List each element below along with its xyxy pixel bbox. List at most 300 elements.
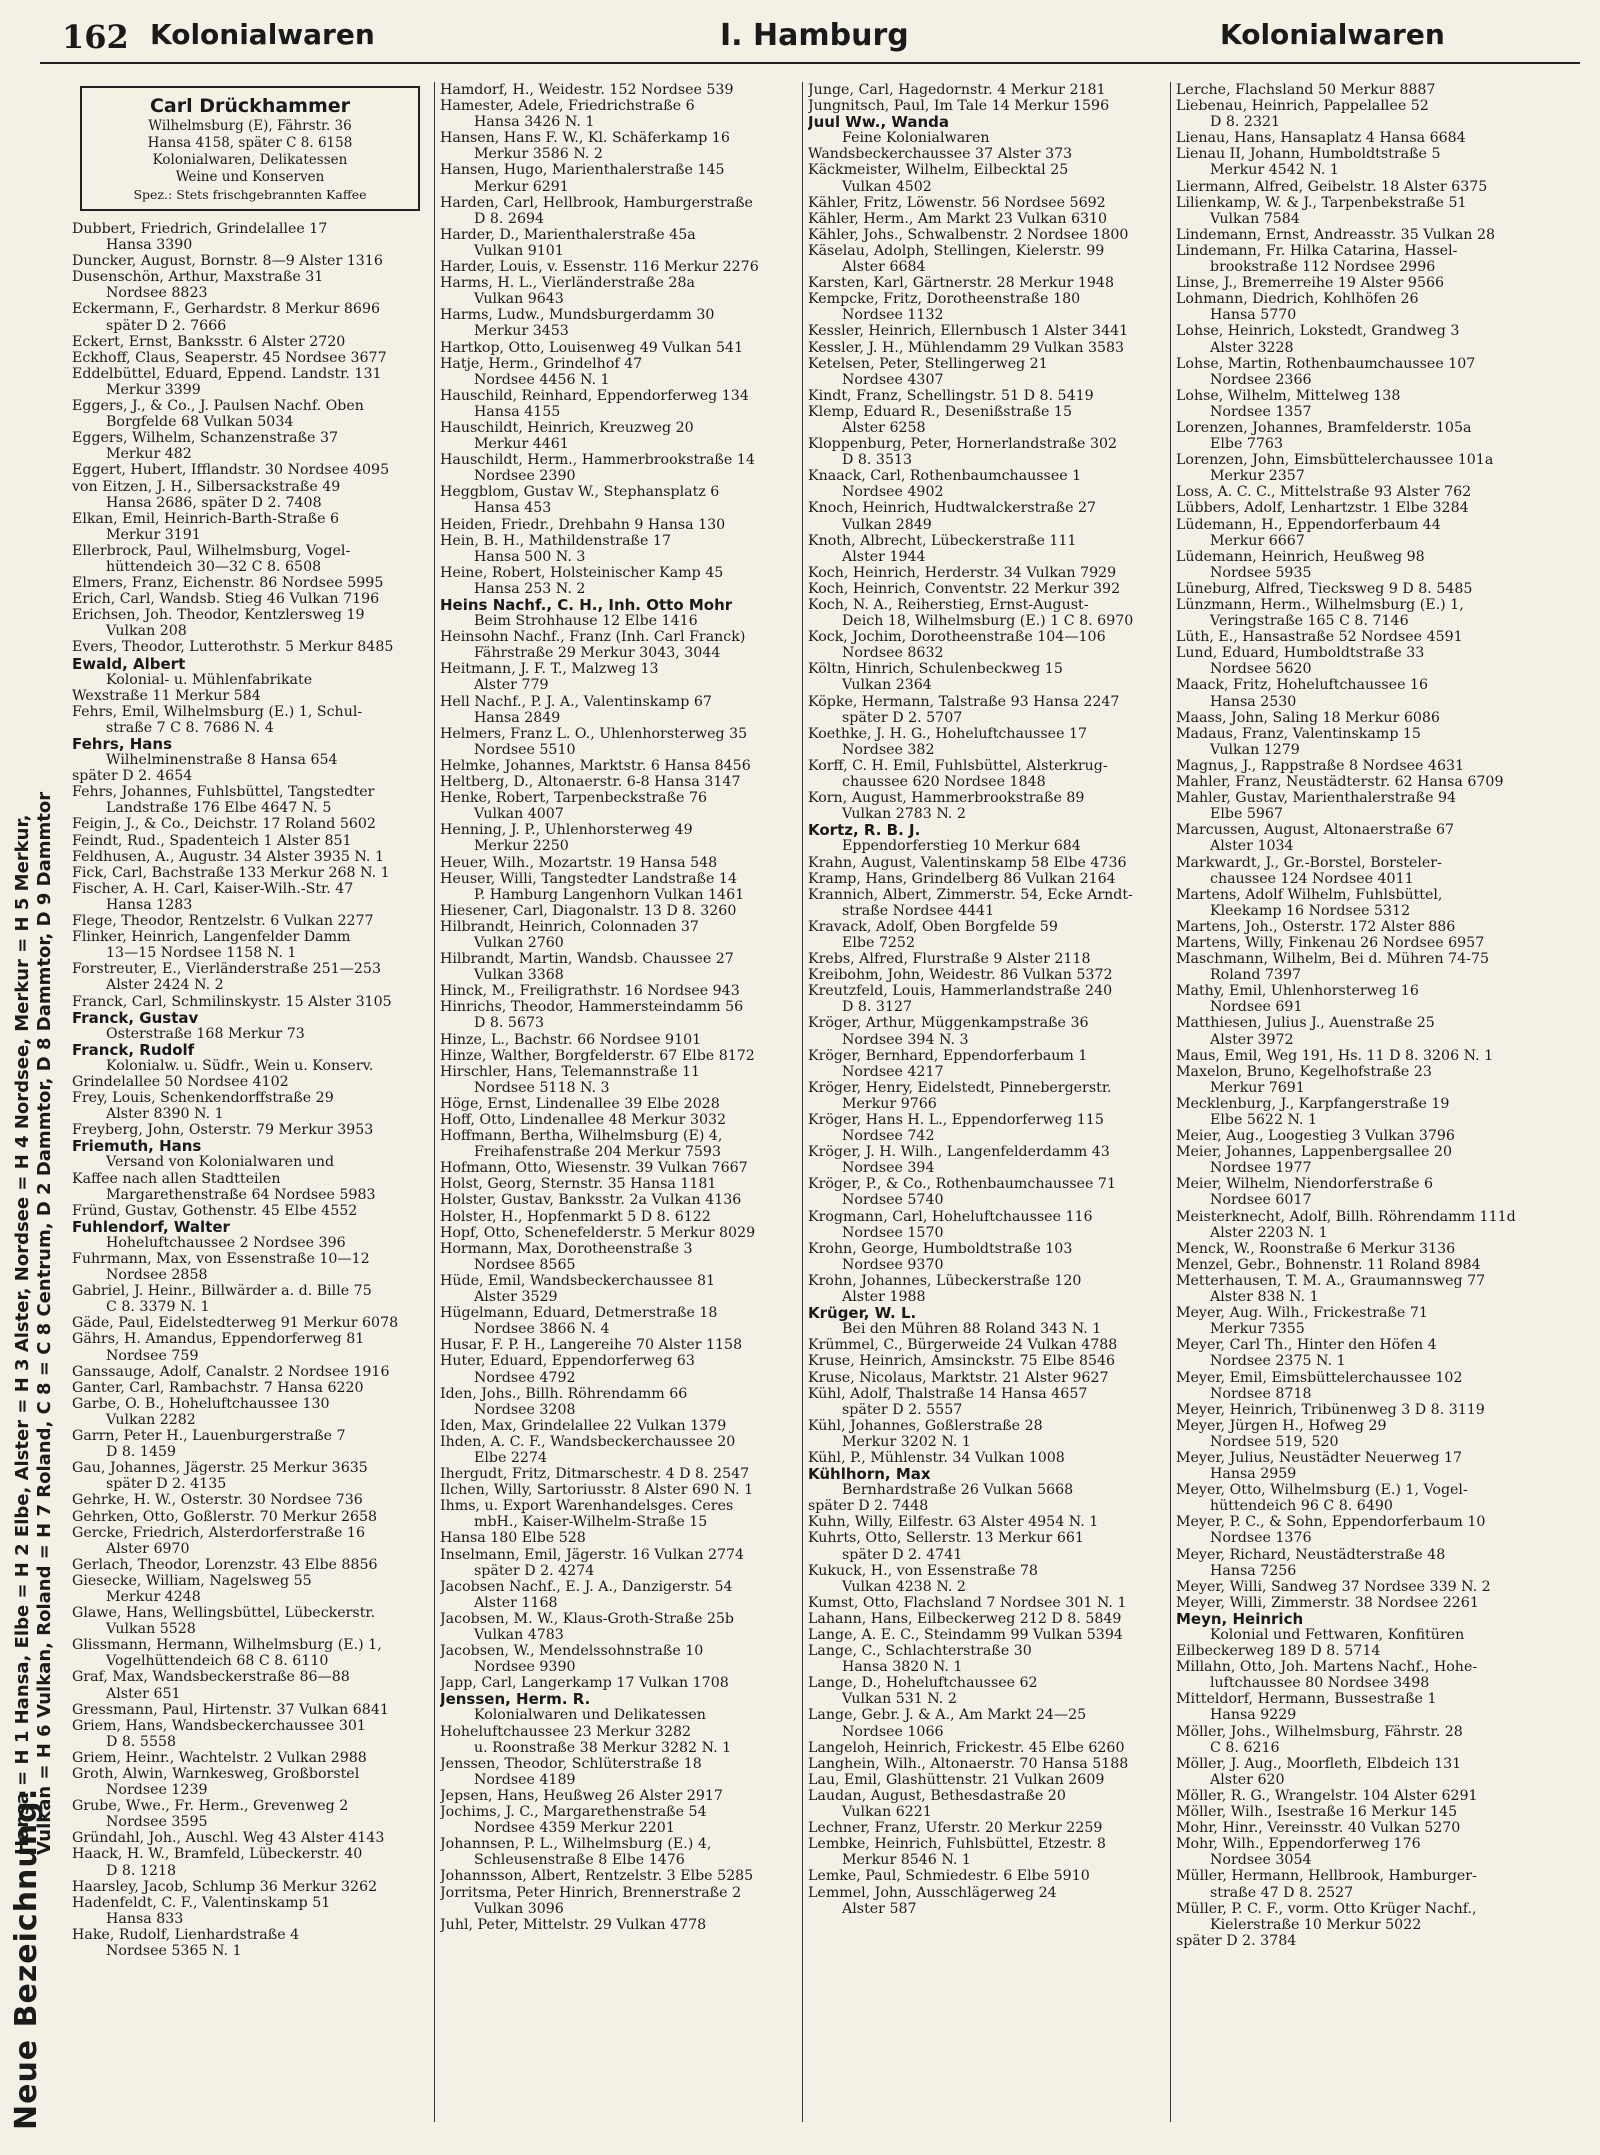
directory-entry: [440, 1386, 796, 1418]
directory-entry: [1176, 420, 1532, 452]
directory-entry: [1176, 1482, 1532, 1514]
entry-line-1: Mahler, Franz, Neustädterstr. 62 Hansa 6709: [1176, 774, 1504, 791]
directory-entry: [72, 1010, 428, 1042]
entry-line-1: Gährs, H. Amandus, Eppendorferweg 81: [72, 1331, 365, 1348]
entry-line-1: Jenssen, Theodor, Schlüterstraße 18: [440, 1755, 702, 1772]
entry-line-1: Hüde, Emil, Wandsbeckerchaussee 81: [440, 1272, 716, 1289]
entry-line-2: Alster 587: [842, 1900, 917, 1917]
entry-line-2: Elbe 5622 N. 1: [1210, 1112, 1318, 1128]
entry-list: [440, 82, 796, 1933]
directory-entry: [72, 543, 428, 575]
entry-line-2: chaussee 124 Nordsee 4011: [1210, 870, 1414, 887]
directory-entry: [1176, 919, 1532, 935]
entry-line-2: Landstraße 176 Elbe 4647 N. 5: [106, 800, 332, 817]
entry-line-1: Heiden, Friedr., Drehbahn 9 Hansa 130: [440, 516, 726, 533]
entry-line-2: Margarethenstraße 64 Nordsee 5983: [106, 1186, 376, 1203]
entry-line-1: Jochims, J. C., Margarethenstraße 54: [440, 1804, 707, 1821]
directory-entry: [440, 1048, 796, 1064]
entry-line-2: Schleusenstraße 8 Elbe 1476: [474, 1852, 685, 1869]
directory-entry: [808, 1707, 1164, 1739]
directory-entry: [808, 291, 1164, 323]
directory-entry: [808, 146, 1164, 162]
entry-line-1: Klemp, Eduard R., Desenißstraße 15: [808, 403, 1072, 420]
entry-list: [1176, 82, 1532, 1949]
directory-entry: [808, 1418, 1164, 1450]
directory-entry: [72, 366, 428, 398]
entry-line-1: Hein, B. H., Mathildenstraße 17: [440, 532, 671, 549]
directory-entry: [1176, 645, 1532, 677]
entry-line-2: Nordsee 4359 Merkur 2201: [474, 1820, 675, 1837]
directory-entry: [808, 195, 1164, 211]
directory-entry: [808, 1353, 1164, 1369]
directory-entry: [440, 1868, 796, 1884]
entry-line-2: Nordsee 8565: [474, 1256, 576, 1273]
directory-entry: [440, 1064, 796, 1096]
entry-line-2: Nordsee 1570: [842, 1224, 944, 1241]
directory-entry: [808, 1514, 1164, 1530]
entry-line-2: Merkur 4461: [474, 436, 569, 453]
directory-entry: [440, 999, 796, 1031]
entry-line-1: Lohmann, Diedrich, Kohlhöfen 26: [1176, 291, 1419, 308]
directory-entry: [808, 468, 1164, 500]
entry-line-2: chaussee 620 Nordsee 1848: [842, 774, 1046, 791]
directory-entry: [72, 784, 428, 816]
side-legend-title: Neue Bezeichnung:: [9, 1787, 44, 2130]
directory-entry: [72, 1171, 428, 1203]
directory-entry: [1176, 291, 1532, 323]
entry-line-1: Eggers, Wilhelm, Schanzenstraße 37: [72, 430, 339, 447]
directory-entry: [1176, 855, 1532, 887]
entry-line-1: Krebs, Alfred, Flurstraße 9 Alster 2118: [808, 951, 1091, 968]
entry-line-1: Franck, Gustav: [72, 1009, 199, 1026]
directory-entry: [72, 849, 428, 865]
entry-line-1: Eggert, Hubert, Ifflandstr. 30 Nordsee 4095: [72, 462, 390, 479]
entry-line-1: Hinze, Walther, Borgfelderstr. 67 Elbe 8172: [440, 1047, 755, 1064]
entry-line-2: später D 2. 5557: [842, 1401, 963, 1418]
directory-entry: [440, 1611, 796, 1643]
entry-line-2: Merkur 3399: [106, 381, 201, 398]
directory-entry: [440, 1675, 796, 1691]
entry-line-1: Hamdorf, H., Weidestr. 152 Nordsee 539: [440, 82, 734, 98]
entry-line-2: Alster 1944: [842, 548, 926, 565]
directory-entry: [1176, 790, 1532, 822]
entry-line-1: Jungnitsch, Paul, Im Tale 14 Merkur 1596: [808, 98, 1110, 115]
directory-entry: [1176, 1659, 1532, 1691]
entry-line-2: Elbe 7252: [842, 934, 915, 951]
entry-line-2: D 8. 3127: [842, 999, 913, 1016]
directory-entry: [808, 323, 1164, 339]
entry-line-1: Koch, Heinrich, Herderstr. 34 Vulkan 7929: [808, 564, 1117, 581]
entry-line-1: Heine, Robert, Holsteinischer Kamp 45: [440, 564, 724, 581]
entry-line-1: Mohr, Hinr., Vereinsstr. 40 Vulkan 5270: [1176, 1820, 1461, 1837]
directory-entry: [440, 1756, 796, 1788]
directory-entry: [72, 334, 428, 350]
directory-entry: [440, 790, 796, 822]
entry-line-1: Maass, John, Saling 18 Merkur 6086: [1176, 709, 1440, 726]
entry-line-2: Elbe 2274: [474, 1449, 547, 1466]
entry-line-1: Hauschild, Reinhard, Eppendorferweg 134: [440, 387, 749, 404]
entry-line-1: Jacobsen, M. W., Klaus-Groth-Straße 25b: [440, 1610, 735, 1627]
directory-entry: [72, 1460, 428, 1492]
column-divider: [434, 82, 435, 2122]
directory-entry: [440, 1112, 796, 1128]
directory-entry: [72, 479, 428, 511]
entry-line-1: Griem, Hans, Wandsbeckerchaussee 301: [72, 1717, 366, 1734]
entry-line-1: Mitteldorf, Hermann, Bussestraße 1: [1176, 1691, 1437, 1708]
entry-line-1: Kühl, P., Mühlenstr. 34 Vulkan 1008: [808, 1449, 1065, 1466]
entry-line-2: Nordsee 2858: [106, 1267, 208, 1284]
directory-entry: [440, 1691, 796, 1723]
entry-line-2: Nordsee 5740: [842, 1192, 944, 1209]
entry-line-1: Lange, C., Schlachterstraße 30: [808, 1643, 1032, 1660]
directory-entry: [440, 597, 796, 629]
entry-line-1: Laudan, August, Bethesdastraße 20: [808, 1787, 1066, 1804]
entry-line-1: Lorenzen, John, Eimsbüttelerchaussee 101a: [1176, 452, 1494, 469]
entry-line-1: Magnus, J., Rappstraße 8 Nordsee 4631: [1176, 757, 1465, 774]
entry-line-2: Vulkan 2783 N. 2: [842, 806, 966, 823]
entry-line-2: Vulkan 9643: [474, 291, 564, 308]
entry-line-1: Meyer, Emil, Eimsbüttelerchaussee 102: [1176, 1369, 1463, 1386]
directory-entry: [1176, 1643, 1532, 1659]
entry-line-1: Meyer, Willi, Zimmerstr. 38 Nordsee 2261: [1176, 1594, 1479, 1611]
directory-entry: [1176, 1579, 1532, 1595]
entry-line-2: Vulkan 7584: [1210, 210, 1300, 227]
entry-line-1: Lund, Eduard, Humboldtstraße 33: [1176, 645, 1425, 662]
directory-entry: [808, 243, 1164, 275]
entry-line-1: Marcussen, August, Altonaerstraße 67: [1176, 822, 1455, 839]
directory-entry: [1176, 1064, 1532, 1096]
entry-line-2: straße 47 D 8. 2527: [1210, 1884, 1354, 1901]
entry-line-1: Hiesener, Carl, Diagonalstr. 13 D 8. 3260: [440, 902, 737, 919]
entry-line-1: Lange, Gebr. J. & A., Am Markt 24—25: [808, 1707, 1087, 1724]
entry-line-2: D 8. 2694: [474, 210, 545, 227]
directory-entry: [440, 1176, 796, 1192]
entry-line-1: Giesecke, William, Nagelsweg 55: [72, 1572, 312, 1589]
directory-entry: [1176, 1209, 1532, 1241]
entry-line-2: Nordsee 519, 520: [1210, 1433, 1339, 1450]
directory-entry: [72, 1251, 428, 1283]
directory-column-4: [1176, 82, 1532, 1949]
entry-line-1: Lüdemann, Heinrich, Heußweg 98: [1176, 548, 1425, 565]
directory-entry: [1176, 1514, 1532, 1546]
entry-line-1: Heuer, Wilh., Mozartstr. 19 Hansa 548: [440, 854, 718, 871]
entry-line-2: Nordsee 5935: [1210, 564, 1312, 581]
directory-entry: [440, 565, 796, 597]
entry-line-1: Kempcke, Fritz, Dorotheenstraße 180: [808, 291, 1081, 308]
entry-line-2: Vulkan 2282: [106, 1411, 196, 1428]
directory-entry: [440, 726, 796, 758]
entry-line-1: Eggers, J., & Co., J. Paulsen Nachf. Oben: [72, 398, 364, 415]
directory-entry: [808, 581, 1164, 597]
entry-line-1: später D 2. 7448: [808, 1498, 929, 1515]
entry-line-1: Helmke, Johannes, Marktstr. 6 Hansa 8456: [440, 757, 751, 774]
entry-line-1: Hirschler, Hans, Telemannstraße 11: [440, 1063, 701, 1080]
directory-entry: [72, 1557, 428, 1573]
page-number: 162: [62, 18, 129, 56]
entry-line-1: Grindelallee 50 Nordsee 4102: [72, 1073, 289, 1090]
entry-line-1: Kähler, Johs., Schwalbenstr. 2 Nordsee 1800: [808, 226, 1129, 243]
entry-line-1: Möller, Johs., Wilhelmsburg, Fährstr. 28: [1176, 1723, 1463, 1740]
entry-line-1: Henning, J. P., Uhlenhorsterweg 49: [440, 822, 693, 839]
directory-entry: [808, 919, 1164, 951]
entry-line-2: Nordsee 1376: [1210, 1530, 1312, 1547]
directory-entry: [1176, 195, 1532, 227]
entry-line-2: Nordsee 4456 N. 1: [474, 371, 610, 388]
directory-entry: [1176, 951, 1532, 983]
entry-line-1: Hoheluftchaussee 23 Merkur 3282: [440, 1723, 692, 1740]
directory-entry: [1176, 146, 1532, 178]
entry-line-2: später D 2. 7666: [106, 317, 227, 334]
entry-line-2: Osterstraße 168 Merkur 73: [106, 1025, 305, 1042]
directory-entry: [440, 1192, 796, 1208]
entry-line-1: Jepsen, Hans, Heußweg 26 Alster 2917: [440, 1787, 723, 1804]
directory-entry: [808, 1740, 1164, 1756]
entry-line-1: Fehrs, Emil, Wilhelmsburg (E.) 1, Schul-: [72, 703, 363, 720]
entry-line-1: Huter, Eduard, Eppendorferweg 63: [440, 1353, 695, 1370]
directory-entry: [808, 1563, 1164, 1595]
directory-entry: [808, 597, 1164, 629]
entry-line-1: Maack, Fritz, Hoheluftchaussee 16: [1176, 677, 1429, 694]
entry-line-2: Alster 1168: [474, 1594, 558, 1611]
directory-entry: [72, 1396, 428, 1428]
entry-line-2: Wilhelminenstraße 8 Hansa 654: [106, 752, 338, 769]
entry-line-1: Kessler, J. H., Mühlendamm 29 Vulkan 3583: [808, 339, 1125, 356]
directory-entry: [72, 929, 428, 961]
entry-line-1: Hamester, Adele, Friedrichstraße 6: [440, 98, 695, 115]
entry-line-1: Lübbers, Adolf, Lenhartzstr. 1 Elbe 3284: [1176, 500, 1469, 517]
entry-line-2: Alster 1988: [842, 1289, 926, 1306]
entry-line-1: Hadenfeldt, C. F., Valentinskamp 51: [72, 1894, 331, 1911]
entry-line-1: Garrn, Peter H., Lauenburgerstraße 7: [72, 1428, 346, 1445]
entry-line-1: Krohn, Johannes, Lübeckerstraße 120: [808, 1272, 1082, 1289]
entry-line-2: Merkur 4248: [106, 1588, 201, 1605]
directory-entry: [808, 629, 1164, 661]
entry-line-1: Mecklenburg, J., Karpfangerstraße 19: [1176, 1095, 1450, 1112]
entry-line-1: Jacobsen, W., Mendelssohnstraße 10: [440, 1643, 704, 1660]
directory-entry: [808, 951, 1164, 967]
directory-entry: [72, 1428, 428, 1460]
directory-entry: [72, 462, 428, 478]
entry-line-1: Kröger, Arthur, Müggenkampstraße 36: [808, 1015, 1089, 1032]
entry-line-2: Alster 8390 N. 1: [106, 1106, 224, 1123]
entry-line-1: Fründ, Gustav, Gothenstr. 45 Elbe 4552: [72, 1202, 358, 1219]
directory-entry: [72, 511, 428, 543]
directory-column-3: [808, 82, 1164, 1917]
directory-entry: [808, 887, 1164, 919]
entry-line-2: Nordsee 5510: [474, 741, 576, 758]
entry-line-1: Kühl, Adolf, Thalstraße 14 Hansa 4657: [808, 1385, 1088, 1402]
entry-line-2: Vulkan 5528: [106, 1621, 196, 1638]
entry-line-1: Eckermann, F., Gerhardstr. 8 Merkur 8696: [72, 301, 381, 318]
entry-line-1: Hügelmann, Eduard, Detmerstraße 18: [440, 1305, 718, 1322]
entry-line-1: Flege, Theodor, Rentzelstr. 6 Vulkan 2277: [72, 913, 374, 930]
directory-entry: [1176, 1096, 1532, 1128]
header-rule: [40, 62, 1580, 64]
directory-entry: [808, 1611, 1164, 1627]
directory-entry: [1176, 1418, 1532, 1450]
entry-line-2: Hansa 253 N. 2: [474, 580, 586, 597]
directory-entry: [72, 398, 428, 430]
entry-line-2: Alster 838 N. 1: [1210, 1289, 1319, 1306]
directory-entry: [1176, 1128, 1532, 1144]
entry-line-1: Meyer, Willi, Sandweg 37 Nordsee 339 N. 2: [1176, 1578, 1491, 1595]
directory-entry: [72, 1283, 428, 1315]
entry-line-1: Eddelbüttel, Eduard, Eppend. Landstr. 131: [72, 365, 382, 382]
entry-line-1: Krannich, Albert, Zimmerstr. 54, Ecke Arndt-: [808, 886, 1133, 903]
entry-line-2: straße Nordsee 4441: [842, 902, 995, 919]
entry-line-1: Meyer, Jürgen H., Hofweg 29: [1176, 1417, 1387, 1434]
directory-entry: [440, 629, 796, 661]
directory-entry: [1176, 822, 1532, 854]
entry-line-2: Eppendorferstieg 10 Merkur 684: [842, 838, 1081, 855]
entry-line-1: Käckmeister, Wilhelm, Eilbecktal 25: [808, 162, 1069, 179]
entry-line-1: Kröger, J. H. Wilh., Langenfelderdamm 43: [808, 1144, 1110, 1161]
directory-entry: [1176, 1756, 1532, 1788]
directory-entry: [808, 1498, 1164, 1514]
directory-entry: [72, 736, 428, 768]
entry-line-2: Vulkan 4502: [842, 178, 932, 195]
directory-entry: [72, 816, 428, 832]
directory-entry: [1176, 1402, 1532, 1418]
entry-line-1: Harder, D., Marienthalerstraße 45a: [440, 226, 696, 243]
directory-entry: [1176, 1611, 1532, 1643]
entry-line-1: Möller, R. G., Wrangelstr. 104 Alster 6291: [1176, 1787, 1478, 1804]
directory-entry: [1176, 1176, 1532, 1208]
entry-line-1: Lüneburg, Alfred, Tiecksweg 9 D 8. 5485: [1176, 580, 1473, 597]
directory-entry: [72, 1798, 428, 1830]
directory-entry: [1176, 82, 1532, 98]
directory-entry: [72, 1315, 428, 1331]
entry-line-2: Versand von Kolonialwaren und: [106, 1154, 335, 1171]
directory-entry: [440, 484, 796, 516]
entry-line-2: Nordsee 742: [842, 1128, 935, 1145]
entry-line-1: Hauschildt, Heinrich, Kreuzweg 20: [440, 419, 694, 436]
entry-line-2: Alster 1034: [1210, 838, 1294, 855]
entry-line-1: Langhein, Wilh., Altonaerstr. 70 Hansa 5188: [808, 1755, 1129, 1772]
directory-entry: [808, 758, 1164, 790]
directory-entry: [72, 656, 428, 688]
directory-entry: [808, 404, 1164, 436]
entry-line-2: Fährstraße 29 Merkur 3043, 3044: [474, 645, 721, 662]
entry-line-1: Müller, Hermann, Hellbrook, Hamburger-: [1176, 1868, 1477, 1885]
entry-line-1: Gäde, Paul, Eidelstedterweg 91 Merkur 6078: [72, 1315, 399, 1332]
directory-entry: [72, 1138, 428, 1170]
entry-line-1: Lünzmann, Herm., Wilhelmsburg (E.) 1,: [1176, 597, 1464, 613]
entry-line-1: Gabriel, J. Heinr., Billwärder a. d. Bille 75: [72, 1283, 372, 1300]
entry-line-2: brookstraße 112 Nordsee 2996: [1210, 259, 1436, 276]
entry-line-2: Alster 3529: [474, 1289, 558, 1306]
directory-entry: [72, 833, 428, 849]
entry-line-1: Krüger, W. L.: [808, 1305, 917, 1322]
directory-entry: [440, 919, 796, 951]
column-divider: [1170, 82, 1171, 2122]
entry-line-1: Kruse, Nicolaus, Marktstr. 21 Alster 9627: [808, 1369, 1109, 1386]
entry-line-1: Höge, Ernst, Lindenallee 39 Elbe 2028: [440, 1095, 720, 1112]
directory-entry: [808, 855, 1164, 871]
directory-entry: [440, 1917, 796, 1933]
entry-line-2: Merkur 482: [106, 446, 192, 463]
entry-line-1: Fischer, A. H. Carl, Kaiser-Wilh.-Str. 47: [72, 880, 354, 897]
entry-line-2: Nordsee 1977: [1210, 1160, 1312, 1177]
directory-entry: [440, 903, 796, 919]
directory-entry: [440, 1724, 796, 1756]
directory-entry: [440, 1482, 796, 1498]
advert-name: Carl Drückhammer: [149, 95, 351, 117]
entry-line-1: Meyer, Aug. Wilh., Frickestraße 71: [1176, 1305, 1428, 1322]
entry-line-1: Kaffee nach allen Stadtteilen: [72, 1170, 281, 1187]
entry-line-1: von Eitzen, J. H., Silbersackstraße 49: [72, 478, 341, 495]
entry-line-1: Franck, Rudolf: [72, 1041, 195, 1058]
entry-line-1: Heins Nachf., C. H., Inh. Otto Mohr: [440, 597, 733, 614]
entry-line-1: Gehrke, H. W., Osterstr. 30 Nordsee 736: [72, 1492, 363, 1509]
directory-entry: [808, 565, 1164, 581]
entry-line-1: Maus, Emil, Weg 191, Hs. 11 D 8. 3206 N. 1: [1176, 1047, 1494, 1064]
directory-entry: [440, 98, 796, 130]
entry-line-1: Evers, Theodor, Lutterothstr. 5 Merkur 8485: [72, 639, 394, 656]
entry-line-1: Krümmel, C., Bürgerweide 24 Vulkan 4788: [808, 1337, 1118, 1354]
entry-line-1: Lahann, Hans, Eilbeckerweg 212 D 8. 5849: [808, 1610, 1122, 1627]
directory-entry: [440, 758, 796, 774]
directory-entry: [808, 1643, 1164, 1675]
directory-entry: [1176, 1450, 1532, 1482]
directory-entry: [440, 517, 796, 533]
entry-line-1: Költn, Hinrich, Schulenbeckweg 15: [808, 661, 1063, 678]
directory-entry: [440, 951, 796, 983]
directory-entry: [440, 82, 796, 98]
entry-line-1: Fehrs, Johannes, Fuhlsbüttel, Tangstedter: [72, 784, 375, 801]
entry-line-1: Flinker, Heinrich, Langenfelder Damm: [72, 929, 351, 946]
entry-line-1: Kloppenburg, Peter, Hornerlandstraße 302: [808, 436, 1118, 453]
entry-line-2: Alster 651: [106, 1685, 181, 1702]
entry-line-1: Kortz, R. B. J.: [808, 822, 921, 839]
directory-entry: [440, 1305, 796, 1337]
entry-line-2: Nordsee 8632: [842, 645, 944, 662]
entry-line-2: Vulkan 2849: [842, 516, 932, 533]
entry-line-1: Kumst, Otto, Flachsland 7 Nordsee 301 N. 1: [808, 1594, 1127, 1611]
entry-line-2: Hansa 3426 N. 1: [474, 114, 595, 131]
directory-entry: [808, 500, 1164, 532]
directory-entry: [440, 1579, 796, 1611]
entry-line-2: Merkur 8546 N. 1: [842, 1852, 971, 1869]
directory-entry: [808, 1015, 1164, 1047]
entry-line-1: Maschmann, Wilhelm, Bei d. Mühren 74-75: [1176, 951, 1490, 968]
directory-entry: [72, 1364, 428, 1380]
entry-line-1: Ilchen, Willy, Sartoriusstr. 8 Alster 690 N. 1: [440, 1482, 754, 1499]
entry-line-2: Hoheluftchaussee 2 Nordsee 396: [106, 1234, 346, 1251]
entry-line-1: Erichsen, Joh. Theodor, Kentzlersweg 19: [72, 607, 365, 624]
entry-line-1: Grube, Wwe., Fr. Herm., Grevenweg 2: [72, 1798, 349, 1815]
entry-line-1: Hormann, Max, Dorotheenstraße 3: [440, 1240, 693, 1257]
entry-line-2: D 8. 1459: [106, 1444, 177, 1461]
entry-line-1: Knaack, Carl, Rothenbaumchaussee 1: [808, 468, 1082, 485]
directory-entry: [440, 340, 796, 356]
directory-entry: [72, 607, 428, 639]
center-heading: I. Hamburg: [720, 18, 909, 53]
entry-line-1: Kühl, Johannes, Goßlerstraße 28: [808, 1417, 1043, 1434]
directory-entry: [808, 1305, 1164, 1337]
entry-line-2: Vulkan 9101: [474, 242, 564, 259]
directory-entry: [808, 1080, 1164, 1112]
entry-line-1: Fuhlendorf, Walter: [72, 1218, 230, 1235]
entry-line-2: Alster 2203 N. 1: [1210, 1224, 1328, 1241]
entry-line-1: Lechner, Franz, Uferstr. 20 Merkur 2259: [808, 1820, 1103, 1837]
directory-entry: [808, 822, 1164, 854]
entry-line-1: Korn, August, Hammerbrookstraße 89: [808, 790, 1085, 807]
directory-entry: [1176, 1144, 1532, 1176]
entry-line-2: 13—15 Nordsee 1158 N. 1: [106, 945, 297, 962]
entry-line-2: D 8. 5673: [474, 1015, 545, 1032]
directory-entry: [1176, 243, 1532, 275]
